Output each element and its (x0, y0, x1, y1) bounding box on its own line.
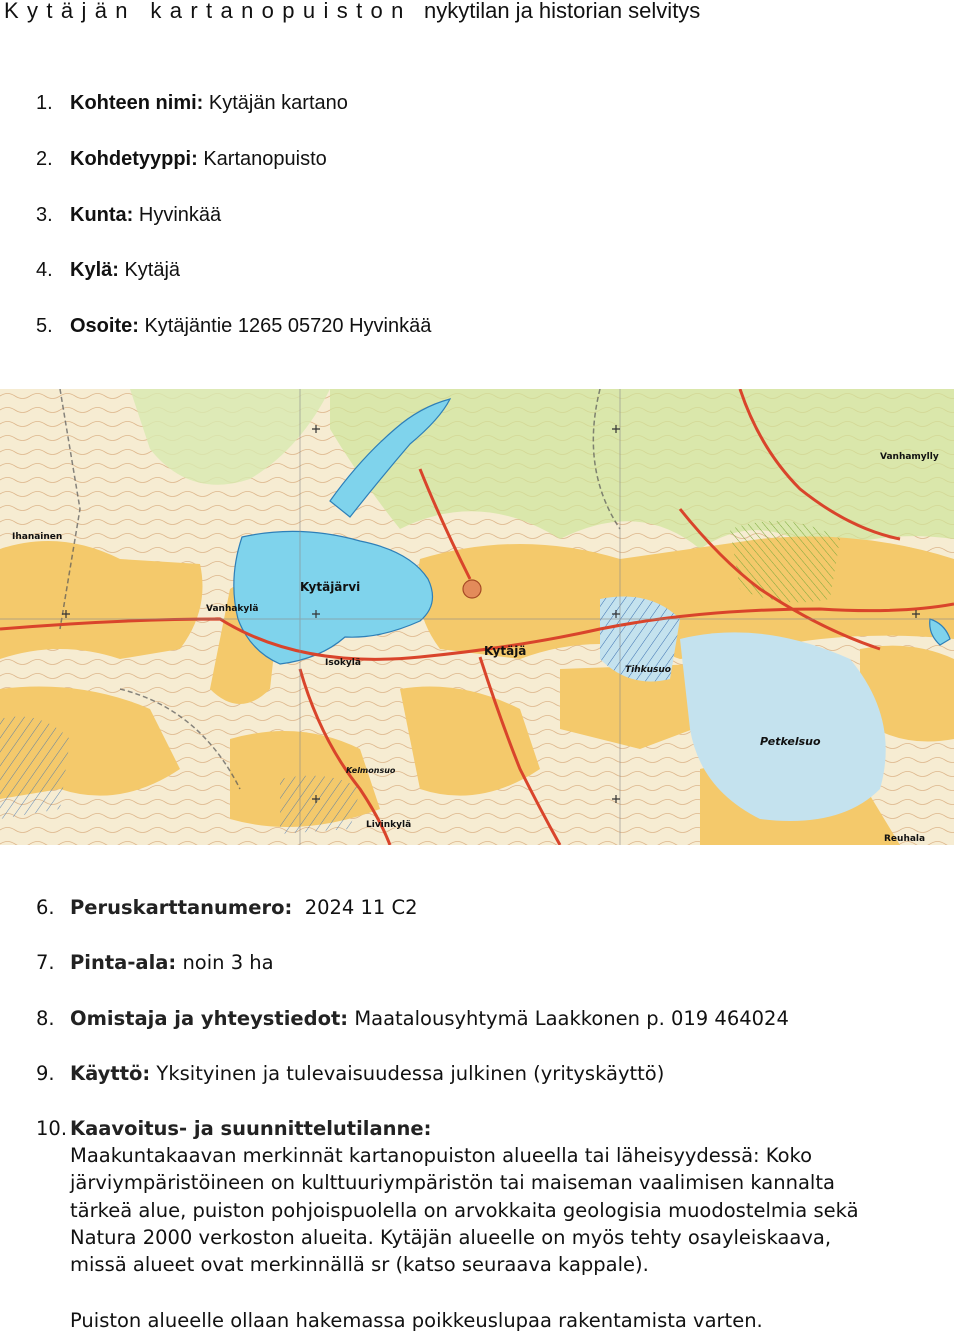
map-label-ihanainen: Ihanainen (12, 532, 63, 542)
planning-line: Maakuntakaavan merkinnät kartanopuiston alueella tai läheisyydessä: Koko (70, 1144, 813, 1167)
field-item-2: 2. Kohdetyyppi: Kartanopuisto (36, 148, 327, 170)
map-label-reuhala: Reuhala (884, 834, 926, 844)
field-item-5: 5. Osoite: Kytäjäntie 1265 05720 Hyvinkää (36, 315, 432, 337)
map-label-isokyla: Isokylä (325, 658, 361, 668)
map-label-vanhakyla: Vanhakylä (206, 604, 259, 614)
planning-line: Natura 2000 verkoston alueita. Kytäjän alueelle on myös tehty osayleiskaava, (70, 1225, 832, 1249)
planning-paragraph (70, 1142, 950, 1278)
map-label-kytaja: Kytäjä (484, 644, 527, 658)
title-rest: nykytilan ja historian selvitys (423, 0, 701, 23)
field-item-6: 6. Peruskarttanumero: 2024 11 C2 (36, 896, 418, 919)
topographic-map (0, 389, 954, 845)
planning-line: järviympäristöineen on kulttuuriympäristön tai maiseman vaalimisen kannalta (70, 1171, 835, 1195)
map-label-kytajarvi: Kytäjärvi (300, 580, 361, 594)
field-item-10-heading: 10. Kaavoitus- ja suunnittelutilanne: (36, 1117, 432, 1140)
map-label-tihkusuo: Tihkusuo (625, 665, 671, 675)
planning-line: tärkeä alue, puiston pohjoispuolella on arvokkaita geologisia muodostelmia sekä (70, 1198, 859, 1222)
field-item-4: 4. Kylä: Kytäjä (36, 259, 181, 281)
map-label-livinkyla: Livinkylä (366, 820, 412, 830)
document-title (4, 0, 700, 24)
field-item-9: 9. Käyttö: Yksityinen ja tulevaisuudessa julkinen (yrityskäyttö) (36, 1062, 665, 1085)
planning-note: Puiston alueelle ollaan hakemassa poikkeuslupaa rakentamista varten. (70, 1309, 763, 1332)
field-item-1: 1. Kohteen nimi: Kytäjän kartano (36, 92, 348, 114)
map-label-vanhamylly: Vanhamylly (880, 452, 939, 462)
title-spaced: Kytäjän kartanopuiston (4, 0, 412, 23)
field-item-8: 8. Omistaja ja yhteystiedot: Maatalousyhtymä Laakkonen p. 019 464024 (36, 1007, 789, 1030)
field-item-3: 3. Kunta: Hyvinkää (36, 204, 222, 226)
field-item-7: 7. Pinta-ala: noin 3 ha (36, 951, 274, 974)
planning-line: missä alueet ovat merkinnällä sr (katso seuraava kappale). (70, 1253, 649, 1277)
map-svg (0, 389, 954, 845)
map-label-petkelsuo: Petkelsuo (760, 735, 821, 748)
map-label-kelmonsuo: Kelmonsuo (346, 766, 396, 775)
